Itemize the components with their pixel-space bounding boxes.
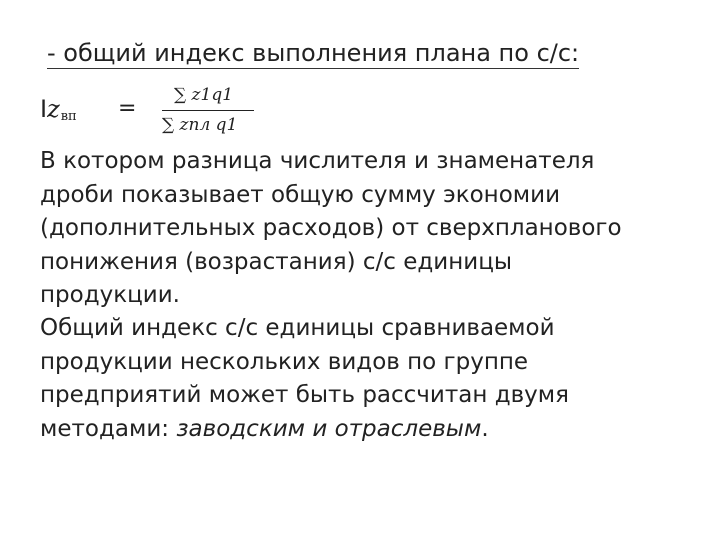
paragraph-line: В котором разница числителя и знаменателя [40, 148, 595, 174]
numerator-sum-sign: ∑ [174, 85, 187, 105]
paragraph-methods [40, 312, 690, 446]
formula-equals: = [118, 96, 137, 121]
paragraph-line: дроби показывает общую сумму экономии [40, 181, 561, 208]
paragraph-line: понижения (возрастания) с/с единицы [40, 248, 513, 275]
last-line-suffix: . [481, 415, 489, 442]
slide-heading: - общий индекс выполнения плана по с/с: [47, 39, 580, 67]
paragraph-last-line [40, 413, 690, 447]
formula-denominator [162, 114, 237, 136]
paragraph-line: Общий индекс с/с единицы сравниваемой [40, 315, 555, 341]
index-formula [40, 84, 340, 140]
numerator-expression: z1q1 [191, 85, 234, 105]
methods-emphasis: заводским и отраслевым [176, 415, 482, 442]
formula-lhs [40, 94, 77, 129]
formula-numerator [174, 84, 233, 106]
paragraph-line: продукции. [40, 282, 180, 308]
fraction-bar [162, 110, 254, 111]
paragraph-line: (дополнительных расходов) от сверхпланового [40, 215, 622, 241]
paragraph-line: продукции нескольких видов по группе [40, 348, 529, 375]
paragraph-savings [40, 145, 690, 313]
denominator-sum-sign: ∑ [162, 115, 175, 135]
formula-variable: z [47, 95, 60, 123]
formula-subscript: вп [60, 109, 77, 124]
paragraph-line: предприятий может быть рассчитан двумя [40, 382, 569, 408]
formula-index-letter: I [40, 95, 48, 123]
last-line-prefix: методами: [40, 415, 177, 442]
denominator-expression: zпл q1 [179, 115, 238, 135]
